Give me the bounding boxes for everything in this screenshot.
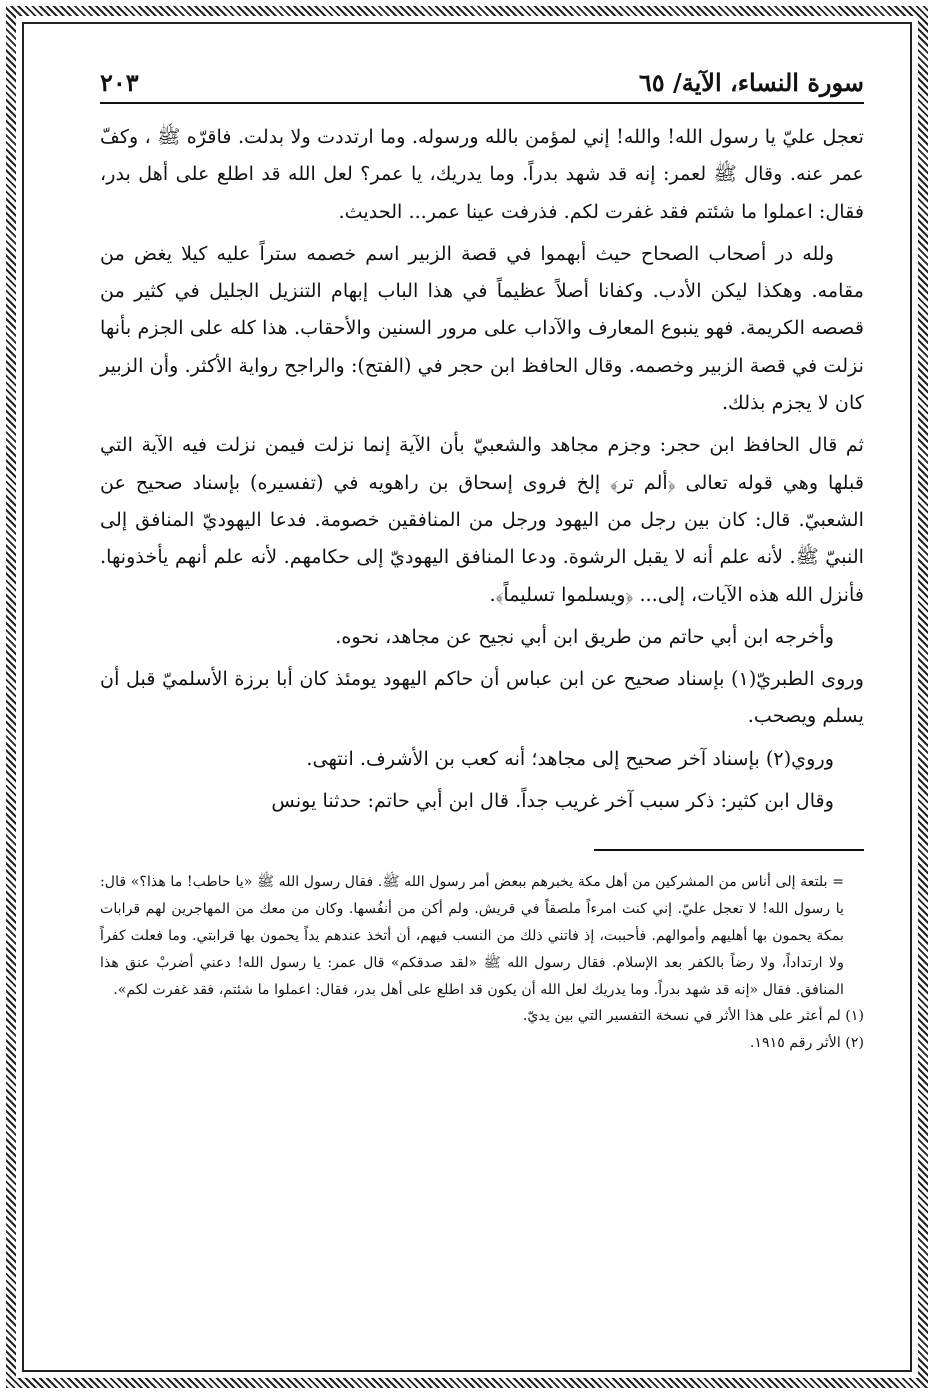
paragraph-7: وقال ابن كثير: ذكر سبب آخر غريب جداً. قال ابن أبي حاتم: حدثنا يونس	[271, 789, 834, 813]
page-header	[100, 62, 864, 104]
page-number: ٢٠٣	[100, 68, 139, 97]
running-title: سورة النساء، الآية/ ٦٥	[638, 68, 864, 97]
footnote-2: (٢) الأثر رقم ١٩١٥.	[749, 1035, 864, 1052]
page-content	[100, 62, 864, 1352]
paragraph-2: ولله در أصحاب الصحاح حيث أبهموا في قصة الزبير اسم خصمه ستراً عليه كيلا يغض من مقامه. وهكذا ليكن الأدب. وكفانا أصلاً عظيماً في هذا الباب إبهام التنزيل الجليل في كثير من قصصه الكريمة. فهو ينبوع المعارف والآداب على مرور السنين والأحقاب. هذا كله على الجزم بأنها نزلت في قصة الزبير وخصمه. وقال الحافظ ابن حجر في (الفتح): والراجح رواية الأكثر. وأن الزبير كان لا يجزم بذلك.	[100, 241, 864, 415]
footnotes	[100, 869, 864, 1057]
main-text	[100, 118, 864, 819]
paragraph-4: وأخرجه ابن أبي حاتم من طريق ابن أبي نجيح عن مجاهد، نحوه.	[335, 624, 834, 648]
paragraph-6: وروي(٢) بإسناد آخر صحيح إلى مجاهد؛ أنه كعب بن الأشرف. انتهى.	[306, 746, 834, 770]
footnote-1: (١) لم أعثر على هذا الأثر في نسخة التفسير التي بين يديّ.	[522, 1008, 864, 1025]
paragraph-5: وروى الطبريّ(١) بإسناد صحيح عن ابن عباس أن حاكم اليهود يومئذ كان أبا برزة الأسلميّ قبل أن يسلم ويصحب.	[100, 667, 865, 728]
paragraph-1: تعجل عليّ يا رسول الله! والله! إني لمؤمن بالله ورسوله. وما ارتددت ولا بدلت. فاقرّه ﷺ ، وكفّ عمر عنه. وقال ﷺ لعمر: إنه قد شهد بدراً. وما يدريك، يا عمر؟ لعل الله قد اطلع على أهل بدر، فقال: اعملوا ما شئتم فقد غفرت لكم. فذرفت عينا عمر... الحديث.	[100, 125, 864, 223]
footnote-separator	[594, 849, 864, 851]
footnote-continuation: = بلتعة إلى أناس من المشركين من أهل مكة يخبرهم ببعض أمر رسول الله ﷺ. فقال رسول الله ﷺ «يا حاطب! ما هذا؟» قال: يا رسول الله! لا تعجل عليّ. إني كنت امرءاً ملصقاً في قريش. ولم أكن من أنفُسها. وكان من معك من المهاجرين لهم قرابات بمكة يحمون بها أهليهم وأموالهم. فأحببت، إذ فاتني ذلك من النسب فيهم، أن أتخذ عندهم يداً يحمون بها قرابتي. وما فعلت كفراً ولا ارتداداً، ولا رضاً بالكفر بعد الإسلام. فقال رسول الله ﷺ «لقد صدقكم» قال عمر: يا رسول الله! دعني أضربْ عنق هذا المنافق. فقال «إنه قد شهد بدراً. وما يدريك لعل الله أن يكون قد اطلع على أهل بدر، فقال: اعملوا ما شئتم، فقد غفرت لكم».	[100, 874, 844, 998]
paragraph-3: ثم قال الحافظ ابن حجر: وجزم مجاهد والشعبيّ بأن الآية إنما نزلت فيمن نزلت فيه الآية التي قبلها وهي قوله تعالى ﴿ألم تر﴾ إلخ فروى إسحاق بن راهويه في (تفسيره) بإسناد صحيح عن الشعبيّ. قال: كان بين رجل من اليهود ورجل من المنافقين خصومة. فدعا اليهوديّ المنافق إلى النبيّ ﷺ. لأنه علم أنه لا يقبل الرشوة. ودعا المنافق اليهوديّ إلى حكامهم. لأنه علم أنهم يأخذونها. فأنزل الله هذه الآيات، إلى... ﴿ويسلموا تسليماً﴾.	[100, 433, 864, 606]
